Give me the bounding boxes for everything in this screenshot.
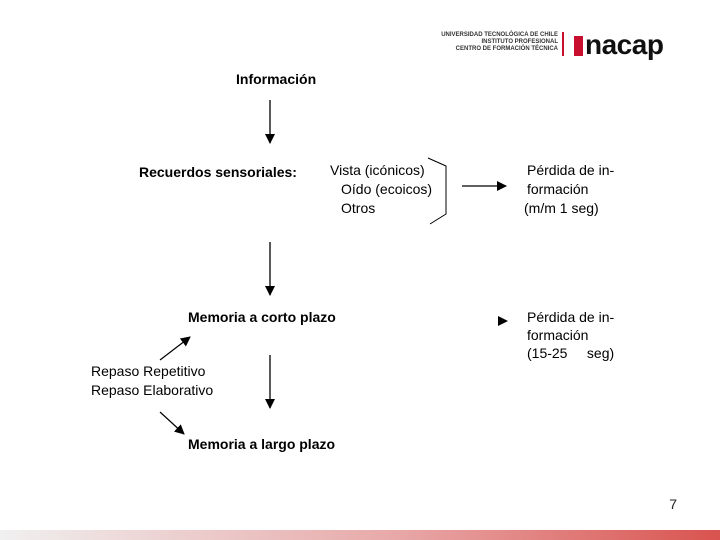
sensory-item-otros: Otros <box>341 200 376 216</box>
node-informacion: Información <box>236 71 317 87</box>
logo-line-2: INSTITUTO PROFESIONAL <box>481 39 558 45</box>
loss2-line-3: (15-25 seg) <box>527 345 615 361</box>
logo-line-3: CENTRO DE FORMACIÓN TÉCNICA <box>455 46 558 52</box>
sensory-item-oido: Oído (ecoicos) <box>341 181 433 197</box>
page-number: 7 <box>669 496 677 512</box>
loss1-line-2: formación <box>527 181 589 197</box>
rehearsal-repetitive: Repaso Repetitivo <box>91 363 206 379</box>
arrow-rehearsal-to-short <box>160 337 190 360</box>
loss1-line-1: Pérdida de in- <box>527 162 615 178</box>
loss1-line-3: (m/m 1 seg) <box>524 200 599 216</box>
node-short-term: Memoria a corto plazo <box>188 309 336 325</box>
sensory-item-vista: Vista (icónicos) <box>330 162 425 178</box>
arrow-rehearsal-to-long <box>160 412 184 434</box>
loss2-line-2: formación <box>527 327 589 343</box>
loss2-line-1: Pérdida de in- <box>527 309 615 325</box>
rehearsal-elaborative: Repaso Elaborativo <box>91 382 214 398</box>
node-sensory-label: Recuerdos sensoriales: <box>139 164 297 180</box>
logo-line-1: UNIVERSIDAD TECNOLÓGICA DE CHILE <box>441 32 558 38</box>
arrowhead-short-to-loss <box>498 316 508 326</box>
footer-band <box>0 530 720 540</box>
logo-wordmark: nacap <box>585 29 664 60</box>
node-long-term: Memoria a largo plazo <box>188 436 336 452</box>
